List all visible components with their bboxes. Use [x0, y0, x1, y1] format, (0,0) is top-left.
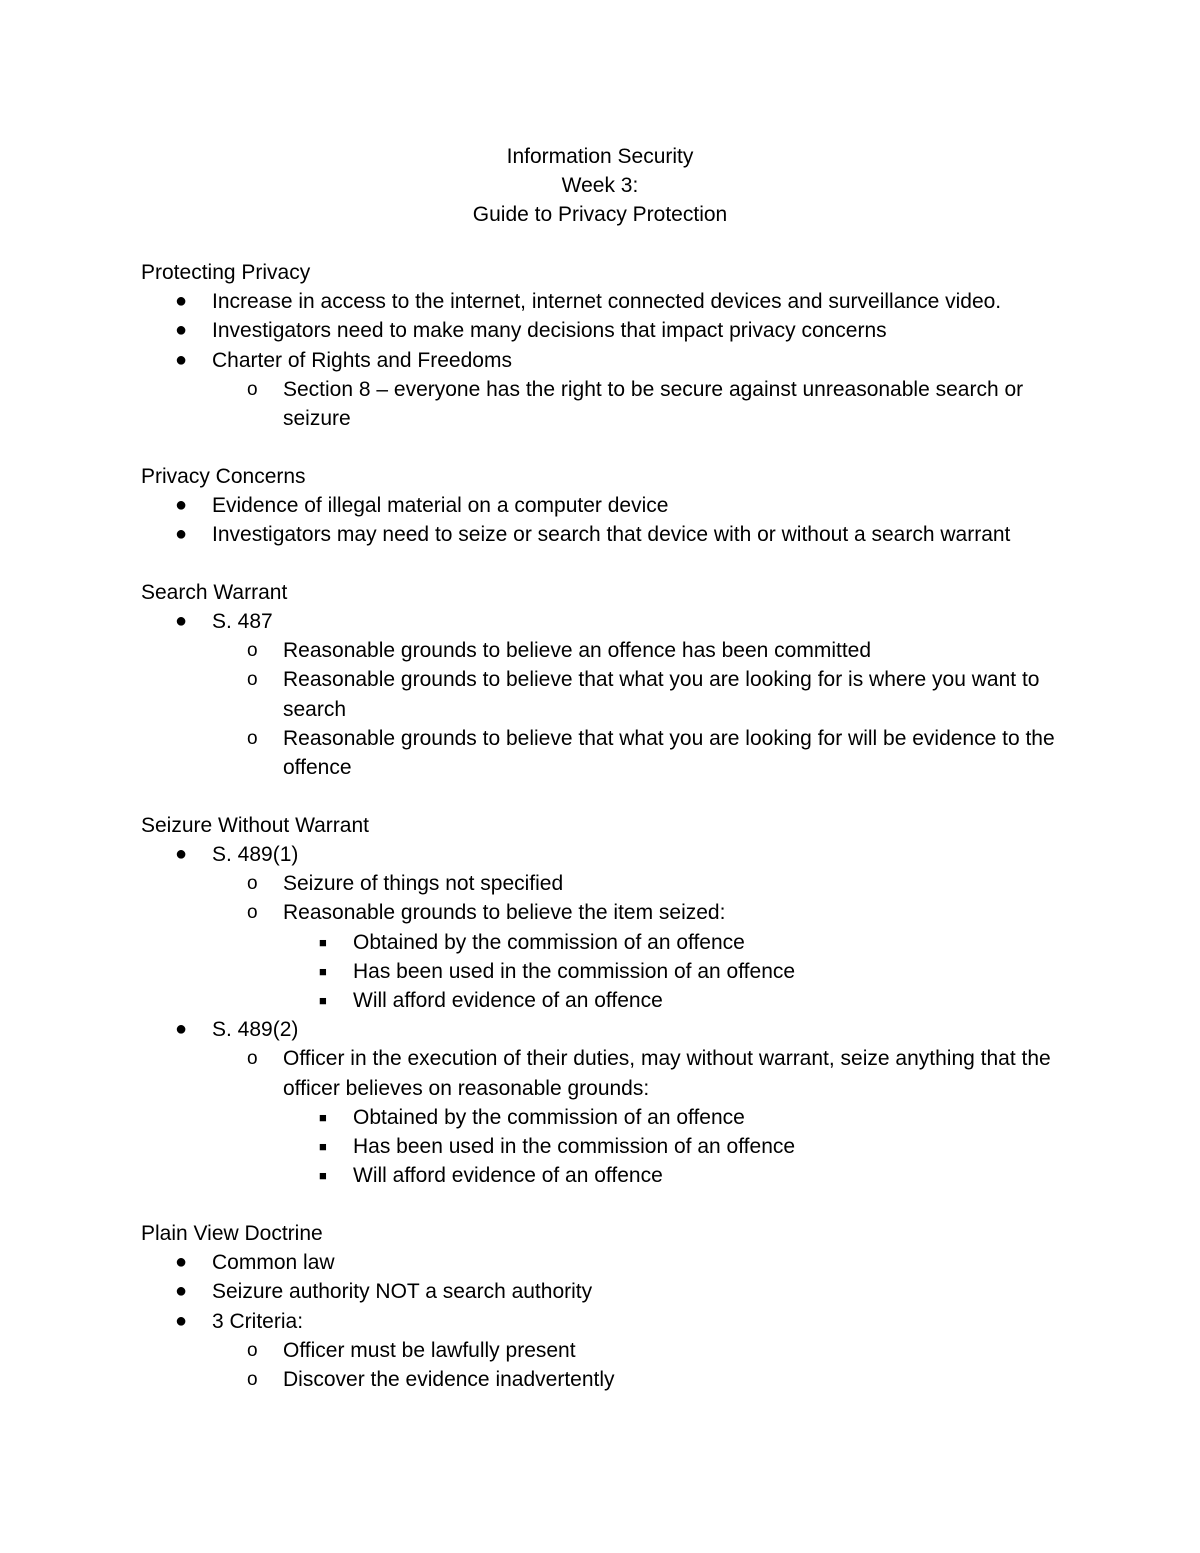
list-item: [141, 636, 1061, 665]
section-heading: Search Warrant: [141, 580, 288, 604]
list-item: [141, 665, 1061, 723]
list-item: [141, 898, 1061, 927]
list-item-text: 3 Criteria:: [212, 1309, 304, 1333]
bullet-dot-icon: ●: [175, 319, 188, 342]
bullet-circle-icon: o: [247, 669, 258, 691]
list-item: [141, 1307, 1061, 1336]
list-item-text: Has been used in the commission of an offence: [353, 959, 796, 983]
list-item-text: Section 8 – everyone has the right to be secure against unreasonable search or seizure: [283, 377, 1024, 431]
list-item-text: Will afford evidence of an offence: [353, 1164, 663, 1188]
list-item-text: S. 487: [212, 610, 273, 634]
list-item: [141, 316, 1061, 345]
list-item-text: Investigators need to make many decisions that impact privacy concerns: [212, 319, 887, 343]
bullet-circle-icon: o: [247, 727, 258, 749]
bullet-square-icon: ■: [319, 992, 327, 1008]
bullet-dot-icon: ●: [175, 1309, 188, 1332]
list-item-text: Discover the evidence inadvertently: [283, 1367, 615, 1391]
list-item: [141, 840, 1061, 869]
list-item-text: Reasonable grounds to believe an offence has been committed: [283, 639, 872, 663]
list-item: [141, 520, 1061, 549]
list-item-text: Charter of Rights and Freedoms: [212, 348, 512, 372]
section: [141, 1219, 1061, 1394]
bullet-square-icon: ■: [319, 934, 327, 950]
list-item: [141, 346, 1061, 375]
bullet-dot-icon: ●: [175, 290, 188, 313]
bullet-list: [141, 840, 1061, 1190]
bullet-dot-icon: ●: [175, 1280, 188, 1303]
bullet-square-icon: ■: [319, 1138, 327, 1154]
list-item: [141, 928, 1061, 957]
section: [141, 462, 1061, 550]
list-item: [141, 1103, 1061, 1132]
title-line-week: Week 3:: [561, 174, 639, 197]
bullet-dot-icon: ●: [175, 610, 188, 633]
bullet-dot-icon: ●: [175, 348, 188, 371]
section: [141, 811, 1061, 1191]
list-item: [141, 1248, 1061, 1277]
document-title: [0, 142, 1200, 229]
bullet-dot-icon: ●: [175, 493, 188, 516]
bullet-list: [141, 287, 1061, 433]
list-item-text: Reasonable grounds to believe that what you are looking for is where you want to search: [283, 668, 1040, 721]
list-item-text: S. 489(1): [212, 842, 299, 866]
bullet-dot-icon: ●: [175, 523, 188, 546]
bullet-circle-icon: o: [247, 640, 258, 662]
section-heading: Privacy Concerns: [141, 464, 306, 488]
document-body: [141, 258, 1061, 1423]
title-line-course: Information Security: [506, 145, 694, 168]
list-item: [141, 287, 1061, 316]
bullet-circle-icon: o: [247, 1339, 258, 1361]
bullet-list: [141, 491, 1061, 549]
section-heading: Seizure Without Warrant: [141, 813, 369, 837]
list-item-text: Common law: [212, 1251, 335, 1275]
list-item: [141, 869, 1061, 898]
bullet-dot-icon: ●: [175, 842, 188, 865]
list-item: [141, 1336, 1061, 1365]
list-item: [141, 1365, 1061, 1394]
bullet-square-icon: ■: [319, 1109, 327, 1125]
bullet-list: [141, 1248, 1061, 1394]
list-item-text: Seizure authority NOT a search authority: [212, 1280, 593, 1304]
section: [141, 258, 1061, 433]
list-item: [141, 1132, 1061, 1161]
list-item-text: Officer in the execution of their duties, may without warrant, seize anything that the officer believes on reasonable grounds:: [283, 1047, 1051, 1100]
list-item-text: Reasonable grounds to believe the item seized:: [283, 901, 726, 925]
list-item-text: Evidence of illegal material on a computer device: [212, 493, 669, 517]
list-item: [141, 375, 1061, 433]
section-heading: Protecting Privacy: [141, 261, 311, 284]
bullet-list: [141, 607, 1061, 782]
bullet-circle-icon: o: [247, 873, 258, 895]
bullet-circle-icon: o: [247, 378, 258, 400]
bullet-circle-icon: o: [247, 902, 258, 924]
list-item-text: S. 489(2): [212, 1018, 299, 1042]
list-item: [141, 1161, 1061, 1190]
list-item-text: Increase in access to the internet, internet connected devices and surveillance video.: [212, 290, 1002, 314]
list-item: [141, 607, 1061, 636]
list-item-text: Obtained by the commission of an offence: [353, 930, 745, 954]
section: [141, 578, 1061, 782]
list-item: [141, 1277, 1061, 1306]
list-item: [141, 957, 1061, 986]
list-item: [141, 491, 1061, 520]
bullet-dot-icon: ●: [175, 1018, 188, 1041]
list-item-text: Will afford evidence of an offence: [353, 988, 663, 1012]
list-item: [141, 1044, 1061, 1102]
bullet-dot-icon: ●: [175, 1251, 188, 1274]
bullet-square-icon: ■: [319, 1168, 327, 1184]
bullet-square-icon: ■: [319, 963, 327, 979]
list-item-text: Obtained by the commission of an offence: [353, 1105, 745, 1129]
list-item-text: Has been used in the commission of an offence: [353, 1134, 796, 1158]
bullet-circle-icon: o: [247, 1048, 258, 1070]
list-item: [141, 1015, 1061, 1044]
list-item-text: Seizure of things not specified: [283, 872, 564, 896]
list-item-text: Investigators may need to seize or search that device with or without a search warrant: [212, 523, 1011, 547]
list-item-text: Reasonable grounds to believe that what you are looking for will be evidence to the offence: [283, 726, 1055, 780]
list-item: [141, 724, 1061, 782]
section-heading: Plain View Doctrine: [141, 1221, 323, 1245]
list-item: [141, 986, 1061, 1015]
bullet-circle-icon: o: [247, 1368, 258, 1390]
list-item-text: Officer must be lawfully present: [283, 1338, 576, 1362]
title-line-topic: Guide to Privacy Protection: [472, 203, 728, 226]
